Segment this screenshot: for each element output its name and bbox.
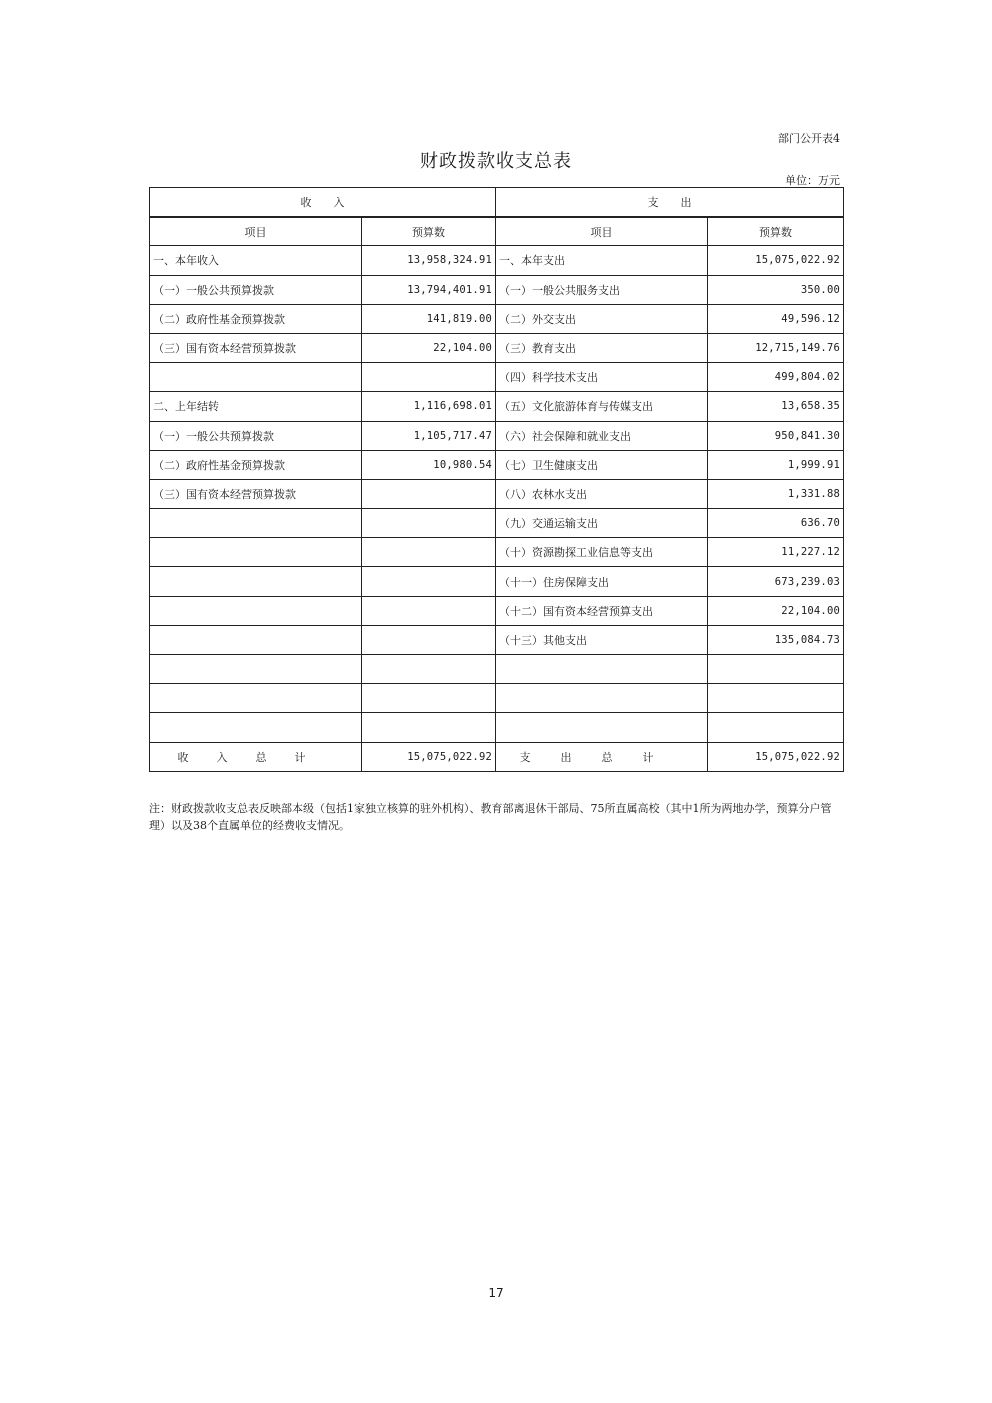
expense-item-cell: （五）文化旅游体育与传媒支出 — [496, 392, 708, 421]
expense-value-cell: 15,075,022.92 — [708, 246, 844, 275]
income-value-cell: 13,958,324.91 — [362, 246, 496, 275]
expense-value-cell: 350.00 — [708, 275, 844, 304]
income-item-cell — [150, 655, 362, 684]
income-item-cell: （二）政府性基金预算拨款 — [150, 450, 362, 479]
income-total-label: 收入总计 — [150, 742, 362, 771]
income-value-cell: 13,794,401.91 — [362, 275, 496, 304]
table-row — [150, 567, 844, 596]
expense-item-cell: （十三）其他支出 — [496, 625, 708, 654]
expense-item-cell: （十一）住房保障支出 — [496, 567, 708, 596]
income-value-cell: 10,980.54 — [362, 450, 496, 479]
expense-item-cell: （七）卫生健康支出 — [496, 450, 708, 479]
expense-value-cell: 49,596.12 — [708, 304, 844, 333]
expense-budget-header: 预算数 — [708, 217, 844, 246]
table-row — [150, 479, 844, 508]
expense-value-cell: 636.70 — [708, 509, 844, 538]
expense-value-cell: 13,658.35 — [708, 392, 844, 421]
expense-item-cell — [496, 684, 708, 713]
table-row — [150, 304, 844, 333]
income-value-cell — [362, 567, 496, 596]
expense-total-value: 15,075,022.92 — [708, 742, 844, 771]
income-item-cell: 一、本年收入 — [150, 246, 362, 275]
expense-item-cell: （三）教育支出 — [496, 333, 708, 362]
expense-item-cell: （二）外交支出 — [496, 304, 708, 333]
expense-value-cell — [708, 713, 844, 742]
expense-value-cell — [708, 655, 844, 684]
budget-table — [149, 187, 844, 772]
income-value-cell — [362, 363, 496, 392]
expense-value-cell: 11,227.12 — [708, 538, 844, 567]
income-item-cell: （三）国有资本经营预算拨款 — [150, 479, 362, 508]
column-header-row — [150, 217, 844, 246]
section-header-row — [150, 188, 844, 217]
expense-total-label: 支出总计 — [496, 742, 708, 771]
table-row — [150, 333, 844, 362]
expense-value-cell: 499,804.02 — [708, 363, 844, 392]
income-item-cell: （二）政府性基金预算拨款 — [150, 304, 362, 333]
table-row — [150, 392, 844, 421]
table-row — [150, 625, 844, 654]
income-value-cell: 1,105,717.47 — [362, 421, 496, 450]
page-number: 17 — [488, 1286, 504, 1300]
footnote: 注：财政拨款收支总表反映部本级（包括1家独立核算的驻外机构）、教育部离退休干部局、75所直属高校（其中1所为两地办学，预算分户管理）以及38个直属单位的经费收支情况。 — [149, 802, 832, 832]
expense-value-cell: 673,239.03 — [708, 567, 844, 596]
expense-item-cell: （八）农林水支出 — [496, 479, 708, 508]
expense-value-cell: 12,715,149.76 — [708, 333, 844, 362]
income-value-cell — [362, 684, 496, 713]
table-row — [150, 450, 844, 479]
expense-item-cell: （四）科学技术支出 — [496, 363, 708, 392]
table-row — [150, 246, 844, 275]
table-row — [150, 421, 844, 450]
income-header: 收 入 — [150, 188, 496, 217]
expense-header: 支 出 — [496, 188, 844, 217]
income-value-cell — [362, 509, 496, 538]
income-budget-header: 预算数 — [362, 217, 496, 246]
income-value-cell — [362, 479, 496, 508]
income-item-header: 项目 — [150, 217, 362, 246]
income-item-cell — [150, 509, 362, 538]
expense-item-cell: 一、本年支出 — [496, 246, 708, 275]
table-row — [150, 655, 844, 684]
income-item-cell — [150, 538, 362, 567]
total-row — [150, 742, 844, 771]
income-item-cell — [150, 713, 362, 742]
expense-item-cell — [496, 713, 708, 742]
expense-item-cell: （六）社会保障和就业支出 — [496, 421, 708, 450]
table-row — [150, 275, 844, 304]
income-value-cell — [362, 596, 496, 625]
table-row — [150, 596, 844, 625]
income-value-cell — [362, 713, 496, 742]
expense-value-cell — [708, 684, 844, 713]
income-item-cell: （一）一般公共预算拨款 — [150, 421, 362, 450]
table-tag: 部门公开表4 — [778, 132, 840, 145]
income-value-cell — [362, 655, 496, 684]
income-item-cell — [150, 567, 362, 596]
expense-item-cell: （九）交通运输支出 — [496, 509, 708, 538]
expense-item-cell — [496, 655, 708, 684]
table-row — [150, 684, 844, 713]
income-value-cell: 1,116,698.01 — [362, 392, 496, 421]
page-title: 财政拨款收支总表 — [420, 151, 572, 172]
table-row — [150, 713, 844, 742]
income-value-cell: 141,819.00 — [362, 304, 496, 333]
unit-label: 单位：万元 — [785, 174, 840, 187]
table-row — [150, 509, 844, 538]
income-item-cell: （一）一般公共预算拨款 — [150, 275, 362, 304]
income-item-cell — [150, 684, 362, 713]
expense-value-cell: 950,841.30 — [708, 421, 844, 450]
expense-value-cell: 1,999.91 — [708, 450, 844, 479]
income-item-cell: 二、上年结转 — [150, 392, 362, 421]
income-item-cell — [150, 625, 362, 654]
income-total-value: 15,075,022.92 — [362, 742, 496, 771]
income-item-cell — [150, 363, 362, 392]
expense-value-cell: 135,084.73 — [708, 625, 844, 654]
income-value-cell — [362, 625, 496, 654]
expense-item-header: 项目 — [496, 217, 708, 246]
expense-item-cell: （十）资源勘探工业信息等支出 — [496, 538, 708, 567]
income-value-cell — [362, 538, 496, 567]
expense-item-cell: （十二）国有资本经营预算支出 — [496, 596, 708, 625]
table-row — [150, 538, 844, 567]
table-row — [150, 363, 844, 392]
income-item-cell: （三）国有资本经营预算拨款 — [150, 333, 362, 362]
income-item-cell — [150, 596, 362, 625]
expense-value-cell: 22,104.00 — [708, 596, 844, 625]
income-value-cell: 22,104.00 — [362, 333, 496, 362]
expense-value-cell: 1,331.88 — [708, 479, 844, 508]
expense-item-cell: （一）一般公共服务支出 — [496, 275, 708, 304]
